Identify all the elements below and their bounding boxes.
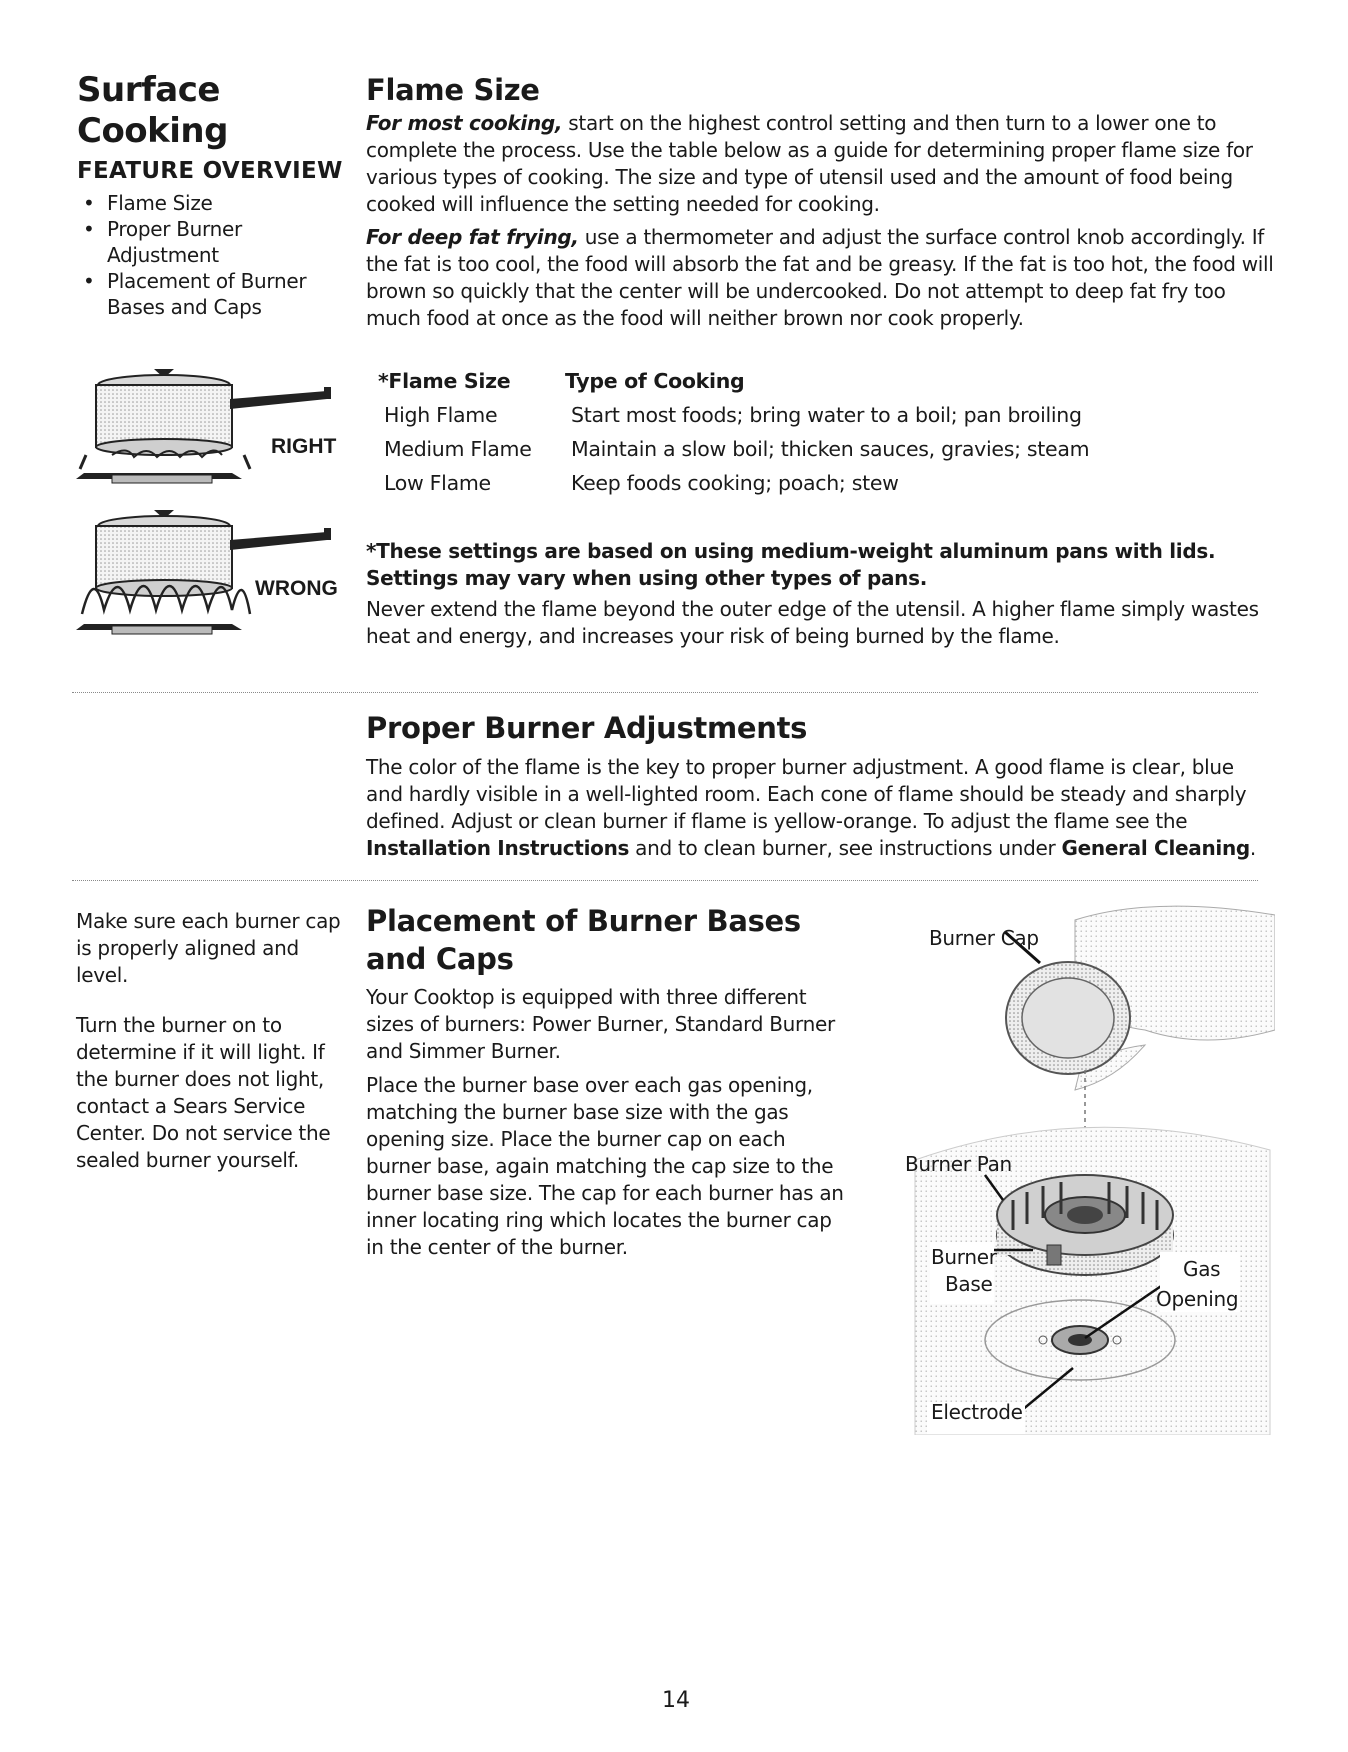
settings-note-bold: *These settings are based on using medium-weight aluminum pans with lids. Settings may vary when using other types of pans. xyxy=(366,539,1216,590)
installation-instructions-ref: Installation Instructions xyxy=(366,836,630,860)
burner-cap-label: Burner Cap xyxy=(929,926,1039,950)
flame-size-paragraph-1 xyxy=(366,110,1266,218)
settings-note-text: Never extend the flame beyond the outer edge of the utensil. A higher flame simply wastes heat and energy, and increases your risk of being burned by the flame. xyxy=(366,597,1259,648)
right-pan-illustration xyxy=(72,365,352,491)
side-note-alignment: Make sure each burner cap is properly aligned and level. xyxy=(76,909,341,987)
flame-size-p2-lead: For deep fat frying, xyxy=(366,225,579,249)
feature-overview-item: • Flame Size xyxy=(77,190,317,216)
burner-adjust-heading: Proper Burner Adjustments xyxy=(366,711,808,745)
feature-overview-title: FEATURE OVERVIEW xyxy=(77,158,343,184)
flame-size-table xyxy=(378,364,1278,500)
pan-on-burner-wrong-image xyxy=(72,506,352,642)
burner-adjust-text-2: and to clean burner, see instructions under xyxy=(629,836,1062,860)
flame-size-p1-lead: For most cooking, xyxy=(366,111,563,135)
placement-paragraph-2: Place the burner base over each gas opening, matching the burner base size with the gas opening size. Place the burner cap on each burner base, again matching the cap size to the burner base size. The cap for each burner has an inner locating ring which locates the burner cap in the center of the burner. xyxy=(366,1073,844,1259)
table-cell-flame: Medium Flame xyxy=(384,437,532,461)
general-cleaning-ref: General Cleaning xyxy=(1061,836,1250,860)
pan-on-burner-right-image xyxy=(72,365,352,491)
flame-size-p1-text: start on the highest control setting and then turn to a lower one to complete the process. Use the table below as a guide for determining proper flame size for various types of cooking. The size and type of utensil used and the amount of food being cooked will influence the setting needed for cooking. xyxy=(366,111,1253,216)
table-row xyxy=(378,432,1278,466)
burner-base-label-line2: Base xyxy=(945,1272,993,1296)
side-note-light-test: Turn the burner on to determine if it will light. If the burner does not light, contact a Sears Service Center. Do not service the sealed burner yourself. xyxy=(76,1013,331,1172)
section-title-line2: Cooking xyxy=(77,111,228,151)
table-row xyxy=(378,466,1278,500)
table-cell-cooking: Maintain a slow boil; thicken sauces, gravies; steam xyxy=(571,437,1090,461)
divider xyxy=(72,692,1258,693)
burner-base-label-line1: Burner xyxy=(931,1245,997,1269)
table-header-flame-size: *Flame Size xyxy=(378,369,511,393)
feature-overview-list xyxy=(77,190,317,320)
feature-overview-item: • Proper Burner Adjustment xyxy=(77,216,317,268)
gas-opening-label-line2: Opening xyxy=(1156,1287,1239,1311)
burner-adjust-paragraph xyxy=(366,754,1276,862)
page-number: 14 xyxy=(662,1688,690,1713)
right-label: RIGHT xyxy=(271,435,337,458)
divider xyxy=(72,880,1258,881)
gas-opening-label-line1: Gas xyxy=(1183,1257,1221,1281)
table-header-row xyxy=(378,364,1278,398)
electrode-label: Electrode xyxy=(931,1400,1023,1424)
burner-adjust-text-3: . xyxy=(1249,836,1256,860)
table-row xyxy=(378,398,1278,432)
table-cell-flame: Low Flame xyxy=(384,471,491,495)
placement-paragraph-1: Your Cooktop is equipped with three different sizes of burners: Power Burner, Standard Burner and Simmer Burner. xyxy=(366,985,835,1063)
placement-heading: Placement of Burner Bases and Caps xyxy=(366,904,801,976)
section-title xyxy=(77,70,228,152)
table-cell-cooking: Keep foods cooking; poach; stew xyxy=(571,471,899,495)
table-header-type-of-cooking: Type of Cooking xyxy=(565,369,745,393)
flame-size-heading: Flame Size xyxy=(366,73,540,107)
wrong-label: WRONG xyxy=(255,577,338,600)
section-title-line1: Surface xyxy=(77,70,220,110)
burner-pan-label: Burner Pan xyxy=(905,1152,1012,1176)
feature-overview-item: • Placement of Burner Bases and Caps xyxy=(77,268,317,320)
flame-size-paragraph-2 xyxy=(366,224,1278,332)
table-cell-cooking: Start most foods; bring water to a boil; pan broiling xyxy=(571,403,1082,427)
flame-size-p2-text: use a thermometer and adjust the surface control knob accordingly. If the fat is too cool, the food will absorb the fat and be greasy. If the fat is too hot, the food will brown so quickly that the center will be undercooked. Do not attempt to deep fat fry too much food at once as the food will neither brown nor cook properly. xyxy=(366,225,1274,330)
burner-adjust-text-1: The color of the flame is the key to proper burner adjustment. A good flame is clear, blue and hardly visible in a well-lighted room. Each cone of flame should be steady and sharply defined. Adjust or clean burner if flame is yellow-orange. To adjust the flame see the xyxy=(366,755,1247,833)
table-cell-flame: High Flame xyxy=(384,403,498,427)
wrong-pan-illustration xyxy=(72,506,352,642)
